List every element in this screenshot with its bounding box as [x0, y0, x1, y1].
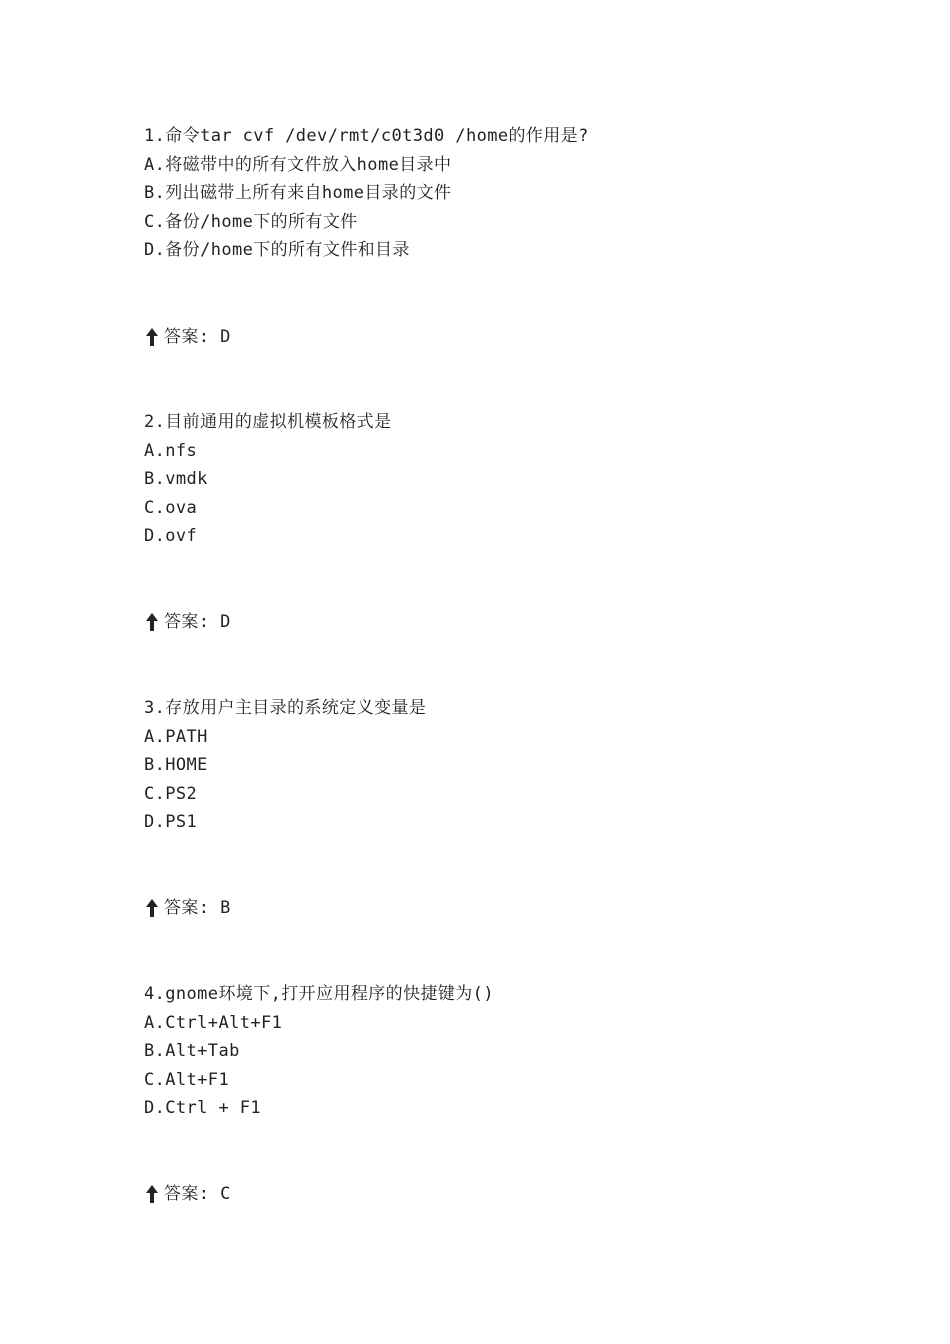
question-2-answer-text: 答案: D	[164, 612, 231, 632]
question-1-option-d: D.备份/home下的所有文件和目录	[144, 240, 410, 261]
question-2	[144, 408, 864, 551]
question-2-answer	[144, 608, 231, 636]
question-3-prompt: 3.存放用户主目录的系统定义变量是	[144, 698, 427, 718]
question-2-option-d: D.ovf	[144, 526, 198, 547]
up-arrow-icon	[144, 1184, 160, 1204]
question-3	[144, 694, 864, 837]
up-arrow-icon	[144, 898, 160, 918]
question-1-prompt: 1.命令tar cvf /dev/rmt/c0t3d0 /home的作用是?	[144, 126, 589, 146]
question-1-answer-text: 答案: D	[164, 327, 231, 347]
question-3-option-d: D.PS1	[144, 812, 198, 833]
question-2-prompt: 2.目前通用的虚拟机模板格式是	[144, 412, 392, 432]
question-2-option-b: B.vmdk	[144, 469, 208, 490]
question-2-option-a: A.nfs	[144, 440, 198, 461]
question-1-option-a: A.将磁带中的所有文件放入home目录中	[144, 154, 452, 175]
question-1-answer	[144, 323, 231, 351]
question-3-answer-text: 答案: B	[164, 898, 231, 918]
question-4-option-a: A.Ctrl+Alt+F1	[144, 1012, 283, 1033]
question-4	[144, 980, 864, 1123]
question-4-option-d: D.Ctrl + F1	[144, 1098, 261, 1119]
question-2-option-c: C.ova	[144, 497, 198, 518]
question-1-option-b: B.列出磁带上所有来自home目录的文件	[144, 183, 452, 204]
question-4-option-c: C.Alt+F1	[144, 1069, 230, 1090]
question-3-option-b: B.HOME	[144, 755, 208, 776]
question-4-answer	[144, 1180, 231, 1208]
question-1-option-c: C.备份/home下的所有文件	[144, 211, 358, 232]
question-3-answer	[144, 894, 231, 922]
question-3-option-a: A.PATH	[144, 726, 208, 747]
question-4-prompt: 4.gnome环境下,打开应用程序的快捷键为()	[144, 984, 494, 1004]
up-arrow-icon	[144, 612, 160, 632]
up-arrow-icon	[144, 327, 160, 347]
question-1	[144, 122, 864, 265]
question-3-option-c: C.PS2	[144, 783, 198, 804]
question-4-option-b: B.Alt+Tab	[144, 1041, 240, 1062]
question-4-answer-text: 答案: C	[164, 1184, 231, 1204]
